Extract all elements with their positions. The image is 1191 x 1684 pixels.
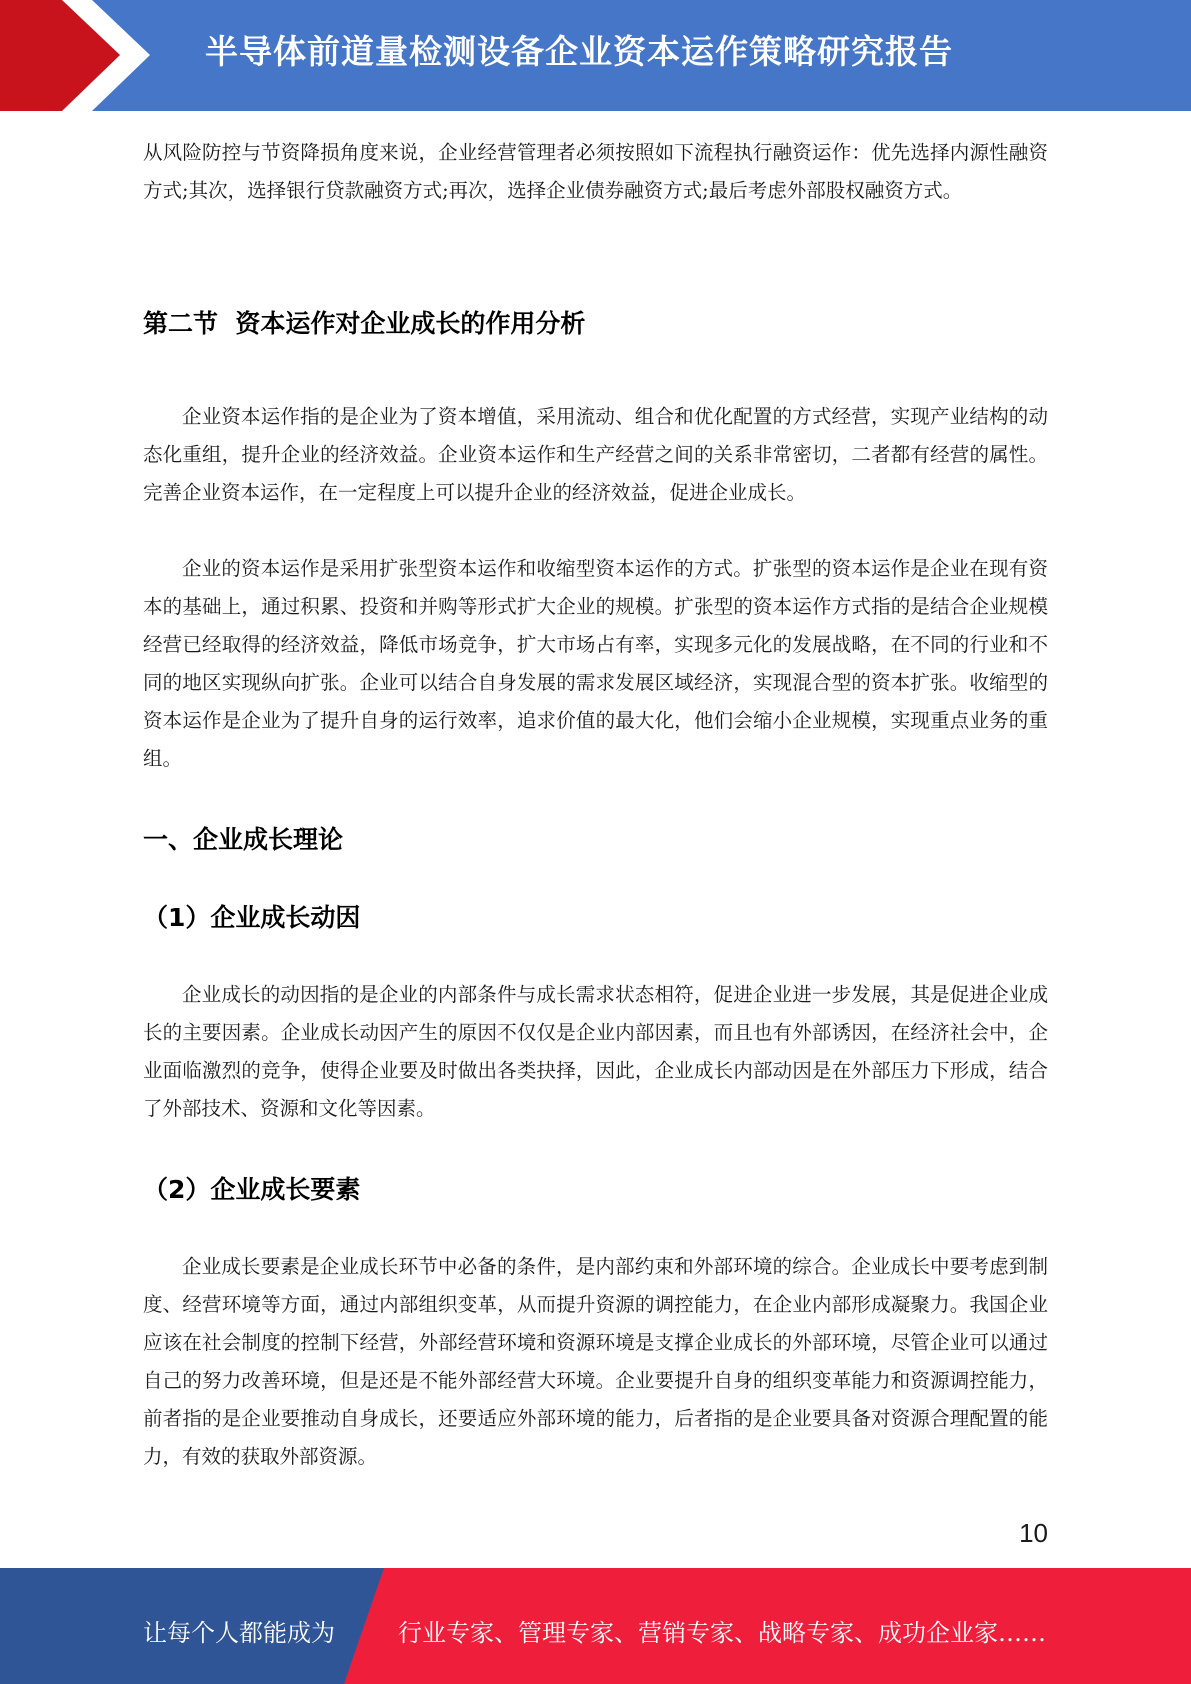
section-paragraph-2: 企业的资本运作是采用扩张型资本运作和收缩型资本运作的方式。扩张型的资本运作是企业在现有资本的基础上，通过积累、投资和并购等形式扩大企业的规模。扩张型的资本运作方式指的是结合企业规模经营已经取得的经济效益，降低市场竞争，扩大市场占有率，实现多元化的发展战略，在不同的行业和不同的地区实现纵向扩张。企业可以结合自身发展的需求发展区域经济，实现混合型的资本扩张。收缩型的资本运作是企业为了提升自身的运行效率，追求价值的最大化，他们会缩小企业规模，实现重点业务的重组。 (143, 557, 1048, 770)
page-number: 10 (1019, 1518, 1048, 1548)
header-arrow-decoration (0, 0, 160, 111)
report-title: 半导体前道量检测设备企业资本运作策略研究报告 (205, 32, 953, 71)
footer-slogan-left: 让每个人都能成为 (143, 1619, 335, 1647)
footer-slogan-right: 行业专家、管理专家、营销专家、战略专家、成功企业家…… (398, 1619, 1046, 1647)
intro-paragraph: 从风险防控与节资降损角度来说，企业经营管理者必须按照如下流程执行融资运作：优先选择内源性融资方式;其次，选择银行贷款融资方式;再次，选择企业债券融资方式;最后考虑外部股权融资方式。 (143, 141, 1048, 202)
subsection-item-paragraph-1: 企业成长的动因指的是企业的内部条件与成长需求状态相符，促进企业进一步发展，其是促进企业成长的主要因素。企业成长动因产生的原因不仅仅是企业内部因素，而且也有外部诱因，在经济社会中，企业面临激烈的竞争，使得企业要及时做出各类抉择，因此，企业成长内部动因是在外部压力下形成，结合了外部技术、资源和文化等因素。 (143, 983, 1048, 1120)
subsection-item-paragraph-2: 企业成长要素是企业成长环节中必备的条件，是内部约束和外部环境的综合。企业成长中要考虑到制度、经营环境等方面，通过内部组织变革，从而提升资源的调控能力，在企业内部形成凝聚力。我国企业应该在社会制度的控制下经营，外部经营环境和资源环境是支撑企业成长的外部环境，尽管企业可以通过自己的努力改善环境，但是还是不能外部经营大环境。企业要提升自身的组织变革能力和资源调控能力，前者指的是企业要推动自身成长，还要适应外部环境的能力，后者指的是企业要具备对资源合理配置的能力，有效的获取外部资源。 (143, 1255, 1048, 1468)
subsection-heading: 一、企业成长理论 (143, 825, 344, 854)
subsection-item-heading-1: （1）企业成长动因 (143, 903, 361, 932)
header-band (0, 0, 1191, 111)
footer-band (0, 1568, 1191, 1684)
section-paragraph-1: 企业资本运作指的是企业为了资本增值，采用流动、组合和优化配置的方式经营，实现产业结构的动态化重组，提升企业的经济效益。企业资本运作和生产经营之间的关系非常密切，二者都有经营的属性。完善企业资本运作，在一定程度上可以提升企业的经济效益，促进企业成长。 (143, 405, 1048, 504)
subsection-item-heading-2: （2）企业成长要素 (143, 1175, 361, 1204)
section-heading: 第二节 资本运作对企业成长的作用分析 (143, 309, 586, 338)
page-content (143, 130, 1048, 1476)
